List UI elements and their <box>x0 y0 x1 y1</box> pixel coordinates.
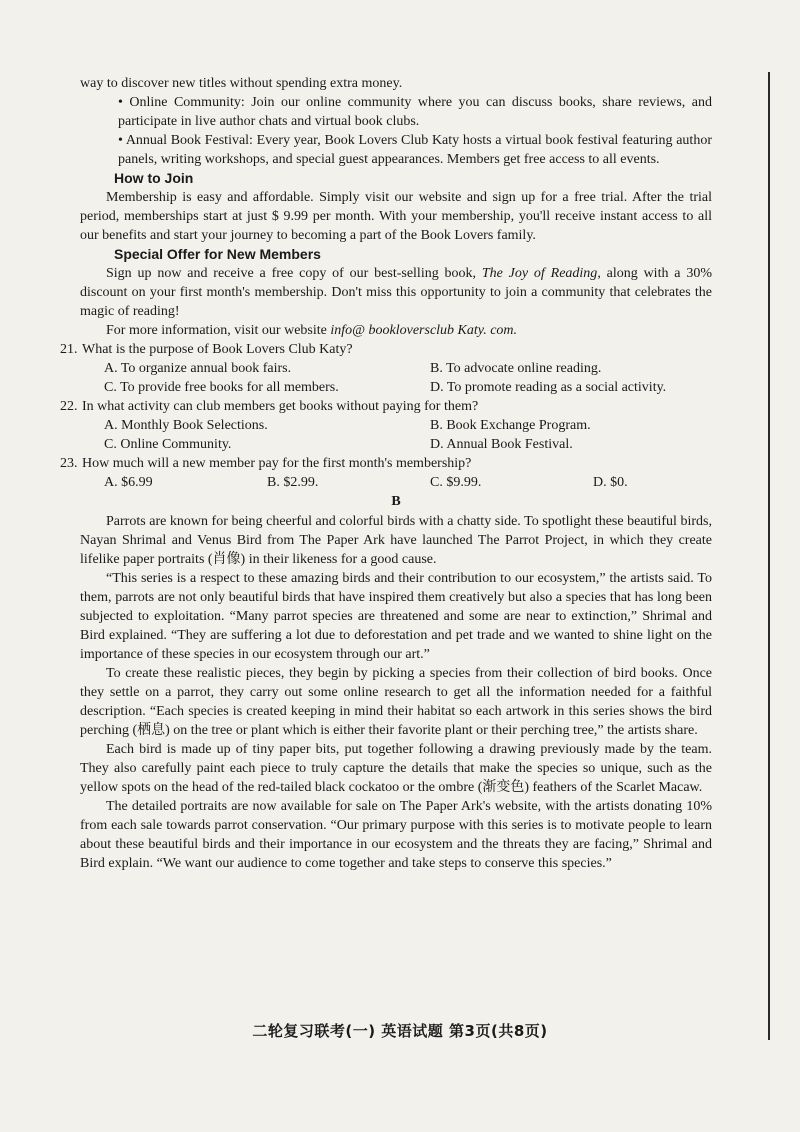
question-23 <box>60 454 712 492</box>
intro-tail: way to discover new titles without spending extra money. <box>80 76 403 91</box>
how-to-join-text: Membership is easy and affordable. Simply visit our website and sign up for a free trial. After the trial period, memberships start at just $ 9.99 per month. With your membership, you'll receive instant access to all our benefits and start your journey to becoming a part of the Book Lovers family. <box>80 190 712 243</box>
question-22 <box>60 397 712 454</box>
margin-rule <box>768 72 770 1040</box>
option-a[interactable]: A. To organize annual book fairs. <box>104 361 292 376</box>
offer-heading: Special Offer for New Members <box>114 246 321 262</box>
passage-b-paragraph-4: Each bird is made up of tiny paper bits, put together following a drawing previously made by the team. They also carefully paint each piece to truly capture the details that make the species so unique, such as the yellow spots on the head of the red-tailed black cockatoo or the ombre (渐变色) feathers of the Scarlet Macaw. <box>80 742 712 795</box>
book-title: The Joy of Reading <box>481 266 598 281</box>
option-c[interactable]: C. Online Community. <box>104 437 232 452</box>
question-number: 23. <box>60 456 78 471</box>
question-number: 21. <box>60 342 78 357</box>
option-b[interactable]: B. $2.99. <box>267 475 319 490</box>
option-c[interactable]: C. To provide free books for all members. <box>104 380 339 395</box>
website-email: info@ bookloversclub Katy. com. <box>330 323 518 338</box>
bullet-annual-festival: • Annual Book Festival: Every year, Book Lovers Club Katy hosts a virtual book festival featuring author panels, writing workshops, and special guest appearances. Members get free access to all events. <box>118 133 712 167</box>
option-b[interactable]: B. Book Exchange Program. <box>430 418 591 433</box>
question-stem: How much will a new member pay for the first month's membership? <box>82 456 472 471</box>
bullet-dot-icon: • <box>118 133 126 148</box>
option-b[interactable]: B. To advocate online reading. <box>430 361 602 376</box>
question-stem: What is the purpose of Book Lovers Club Katy? <box>82 342 353 357</box>
how-to-join-heading: How to Join <box>114 170 194 186</box>
option-a[interactable]: A. $6.99 <box>104 475 153 490</box>
option-d[interactable]: D. $0. <box>593 475 628 490</box>
page-footer: 二轮复习联考(一) 英语试题 第3页(共8页) <box>252 1022 548 1040</box>
option-d[interactable]: D. To promote reading as a social activity. <box>430 380 667 395</box>
exam-page <box>60 74 712 873</box>
question-21 <box>60 340 712 397</box>
question-stem: In what activity can club members get books without paying for them? <box>82 399 479 414</box>
passage-b-paragraph-3: To create these realistic pieces, they begin by picking a species from their collection of bird books. Once they settle on a parrot, they carry out some online research to get all the information needed for a faithful description. “Each species is created keeping in mind their habitat so each artwork in this series shows the bird perching (栖息) on the tree or plant which is either their favorite plant or their perching tree,” the artists share. <box>80 666 712 738</box>
offer-text: Sign up now and receive a free copy of our best-selling book, The Joy of Reading, along with a 30% discount on your first month's membership. Don't miss this opportunity to join a community that celebrates the magic of reading! <box>80 266 712 319</box>
option-a[interactable]: A. Monthly Book Selections. <box>104 418 268 433</box>
section-b-label: B <box>391 494 401 509</box>
passage-b-paragraph-5: The detailed portraits are now available for sale on The Paper Ark's website, with the artists donating 10% from each sale towards parrot conservation. “Our primary purpose with this series is to motivate people to learn about these beautiful birds and their importance in our ecosystem and the threats they are facing,” Shrimal and Bird explain. “We want our audience to come together and take steps to conserve this species.” <box>80 799 712 871</box>
passage-b-paragraph-2: “This series is a respect to these amazing birds and their contribution to our ecosystem,” the artists said. To them, parrots are not only beautiful birds that have inspired them creatively but also a species that has long been subjected to exploitation. “Many parrot species are threatened and some are near to extinction,” Shrimal and Bird explained. “They are suffering a lot due to deforestation and pet trade and we wanted to shine light on the importance of these species in our ecosystem through our art.” <box>80 571 712 662</box>
bullet-online-community: • Online Community: Join our online community where you can discuss books, share reviews, and participate in live author chats and virtual book clubs. <box>118 95 712 129</box>
info-text: For more information, visit our website info@ bookloversclub Katy. com. <box>106 323 518 338</box>
bullet-dot-icon: • <box>118 95 130 110</box>
option-c[interactable]: C. $9.99. <box>430 475 482 490</box>
question-number: 22. <box>60 399 78 414</box>
option-d[interactable]: D. Annual Book Festival. <box>430 437 573 452</box>
passage-b-paragraph-1: Parrots are known for being cheerful and colorful birds with a chatty side. To spotlight these beautiful birds, Nayan Shrimal and Venus Bird from The Paper Ark have launched The Parrot Project, in which they create lifelike paper portraits (肖像) in their likeness for a good cause. <box>80 514 712 567</box>
